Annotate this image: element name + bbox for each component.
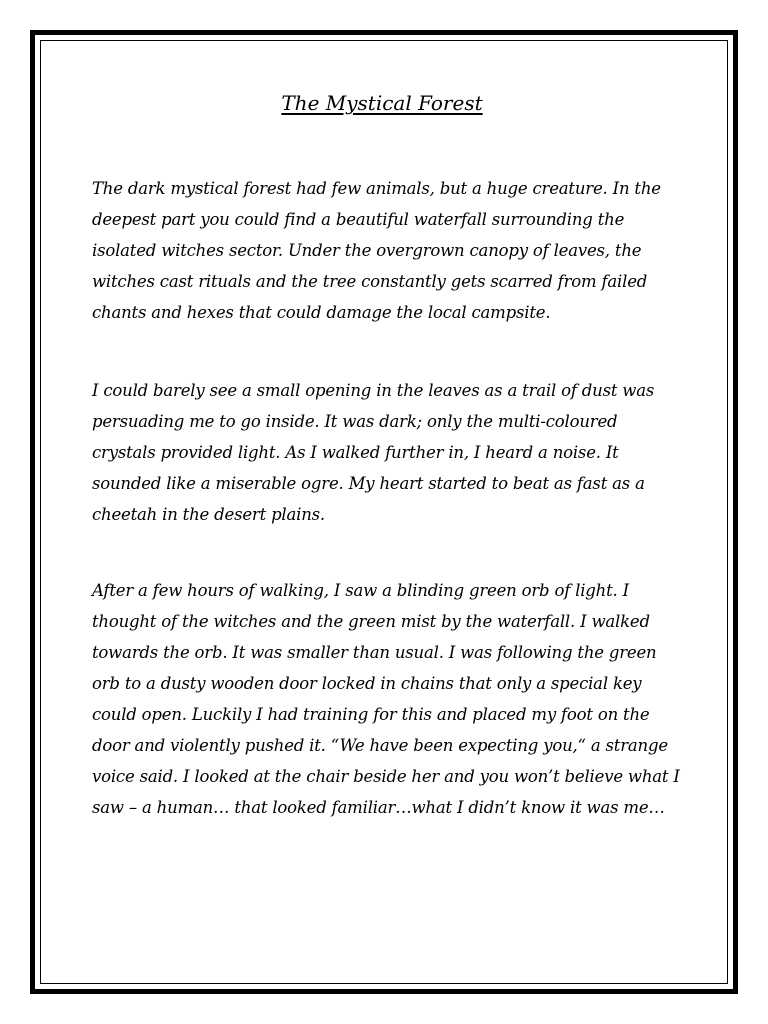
- paragraph-1: The dark mystical forest had few animals, but a huge creature. In the deepest part you could find a beautiful waterfall surrounding the isolated witches sector. Under the overgrown canopy of leaves, the witches cast rituals and the tree constantly gets scarred from failed chants and hexes that could damage the local campsite.: [92, 179, 661, 322]
- document-title: [92, 90, 672, 116]
- paragraph-3: After a few hours of walking, I saw a blinding green orb of light. I thought of the witches and the green mist by the waterfall. I walked towards the orb. It was smaller than usual. I was following the green orb to a dusty wooden door locked in chains that only a special key could open. Luckily I had training for this and placed my foot on the door and violently pushed it. “We have been expecting you,“ a strange voice said. I looked at the chair beside her and you won’t believe what I saw – a human… that looked familiar…what I didn’t know it was me…: [92, 581, 680, 817]
- document-title-text: The Mystical Forest: [281, 91, 483, 115]
- paragraph-2: I could barely see a small opening in the leaves as a trail of dust was persuading me to go inside. It was dark; only the multi-coloured crystals provided light. As I walked further in, I heard a noise. It sounded like a miserable ogre. My heart started to beat as fast as a cheetah in the desert plains.: [92, 381, 655, 524]
